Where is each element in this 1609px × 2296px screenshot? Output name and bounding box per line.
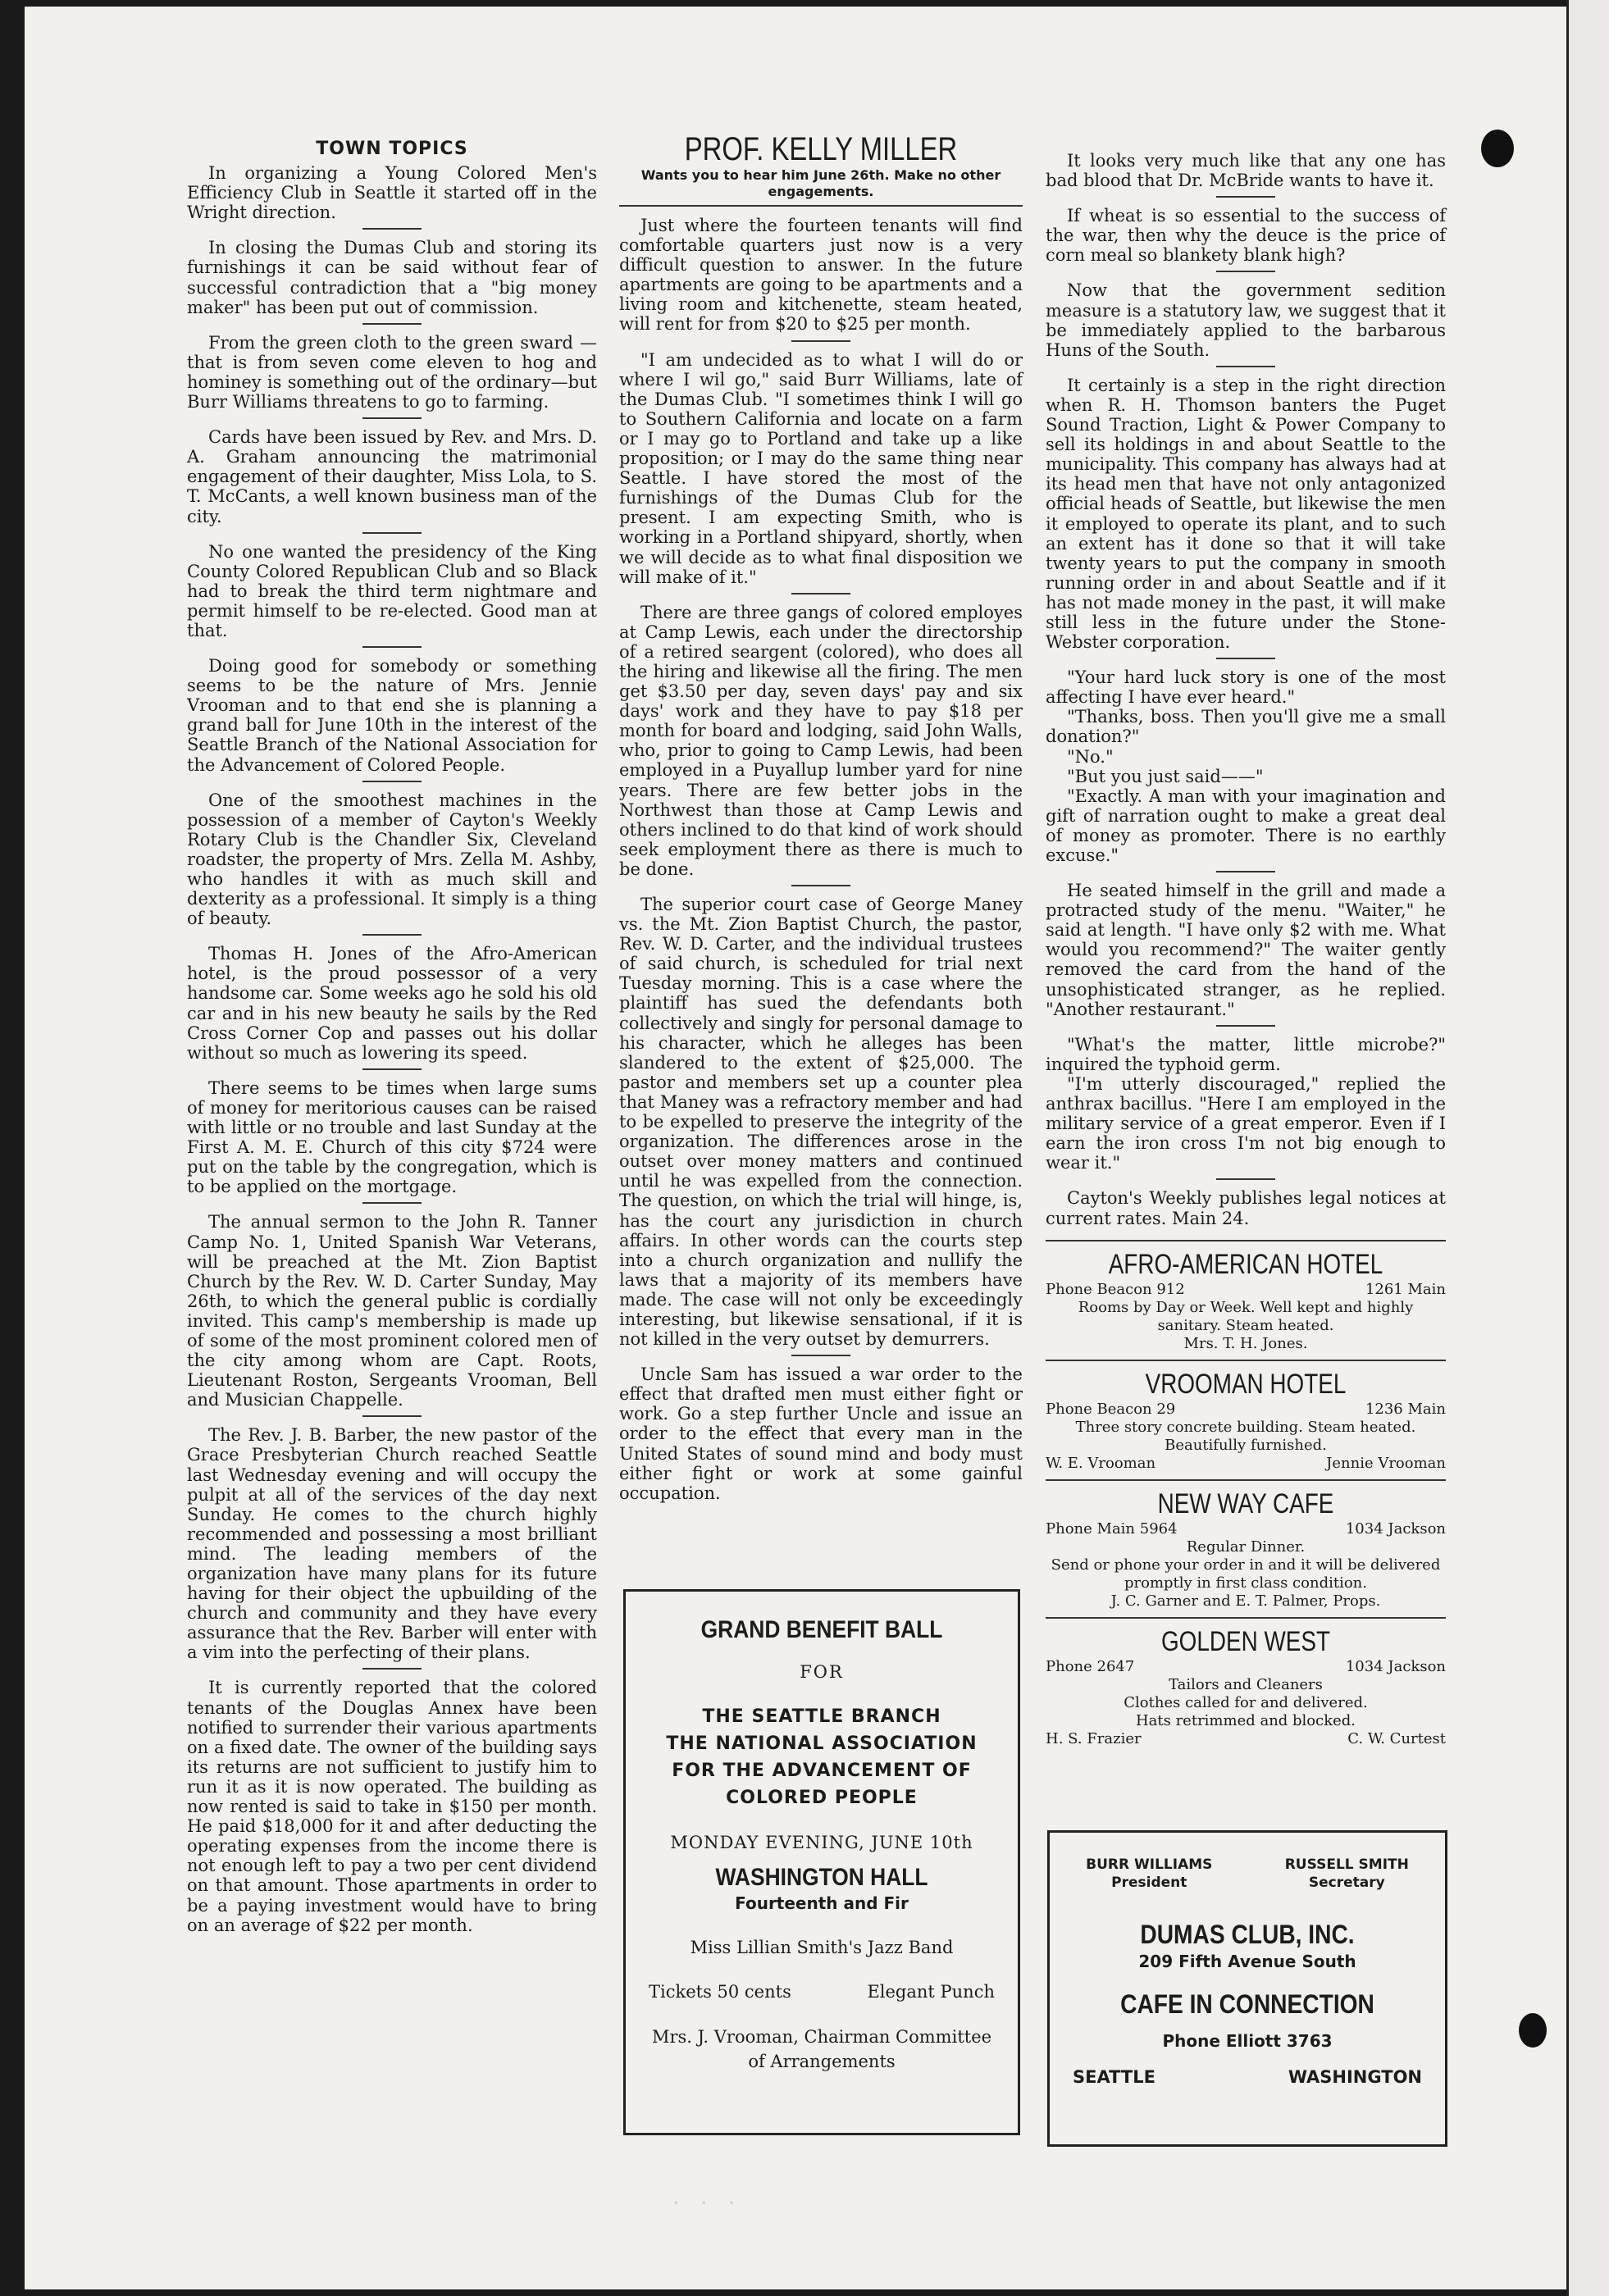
article-paragraph: In organizing a Young Colored Men's Efficiency Club in Seattle it started off in the Wright direction.: [187, 163, 597, 223]
ad-phone: Phone Beacon 29: [1046, 1400, 1176, 1418]
divider: [1216, 366, 1275, 367]
ball-punch: Elegant Punch: [867, 1982, 995, 2002]
ad-owner-row: [1046, 1730, 1446, 1748]
ad-line: Beautifully furnished.: [1165, 1436, 1327, 1454]
column-right: [1046, 131, 1446, 1748]
dumas-president: [1086, 1856, 1212, 1892]
ad-phone: Phone Main 5964: [1046, 1519, 1178, 1538]
dialog-line: "Your hard luck story is one of the most affecting I have ever heard.": [1046, 667, 1446, 708]
vrooman-hotel-ad: [1046, 1368, 1446, 1473]
ad-line: Regular Dinner.: [1186, 1538, 1306, 1556]
dialog-line: "Thanks, boss. Then you'll give me a small donation?": [1046, 707, 1446, 747]
ball-chairman: [626, 2025, 1018, 2074]
dumas-officers: [1050, 1856, 1445, 1892]
divider: [791, 593, 850, 594]
dialog-line: "But you just said——": [1067, 766, 1264, 786]
ad-owner: W. E. Vrooman: [1046, 1454, 1156, 1472]
article-paragraph: Just where the fourteen tenants will find comfortable quarters just now is a very difficult question to answer. In the future apartments are going to be apartments and a living room and kitchenette, steam heated, will rent for from $20 to $25 per month.: [619, 216, 1023, 335]
divider: [1216, 271, 1275, 272]
article-paragraph: There seems to be times when large sums of money for meritorious causes can be raised with little or no trouble and last Sunday at the First A. M. E. Church of this city $724 were put on the table by the congregation, which is to be applied on the mortgage.: [187, 1077, 597, 1197]
article-paragraph: There are three gangs of colored employes at Camp Lewis, each under the directorship of a retired seargent (colored), who does all the hiring and likewise all the firing. The men get $3.50 per day, seven days' pay and six days' work and they have to pay $18 per month for board and lodging, said John Walls, who, prior to going to Camp Lewis, had been employed in a Puyallup lumber yard for nine years. There are few better jobs in the Northwest than those at Camp Lewis and others inclined to do that kind of work should seek employment there as there is much to be done.: [619, 602, 1023, 879]
column-middle: [619, 131, 1023, 1503]
dumas-phone: Phone Elliott 3763: [1162, 2031, 1333, 2051]
binding-hole-bottom: [1519, 2013, 1547, 2048]
article-paragraph: Now that the government sedition measure is a statutory law, we suggest that it be immediately applied to the barbarous Huns of the South.: [1046, 280, 1446, 360]
article-paragraph: In closing the Dumas Club and storing its furnishings it can be said without fear of successful contradiction that a "big money maker" has been put out of commission.: [187, 238, 597, 317]
article-paragraph: He seated himself in the grill and made a protracted study of the menu. "Waiter," he said at length. "I have only $2 with me. What would you recommend?" The waiter gently removed the card from the hand of the unsophisticated stranger, as he replied. "Another restaurant.": [1046, 881, 1446, 1019]
article-paragraph: It is currently reported that the colored tenants of the Douglas Annex have been notified to surrender their various apartments on a fixed date. The owner of the building says its returns are not sufficient to justify him to run it as it is now operated. The building as now rented is said to take in $150 per month. He paid $18,000 for it and after deducting the operating expenses from the income there is not enough left to pay a two per cent dividend on that amount. Those apartments in order to be a paying investment would have to bring on an average of $22 per month.: [187, 1678, 597, 1935]
article-paragraph: From the green cloth to the green sward —that is from seven come eleven to hog and hominey is something out of the ordinary—but Burr Williams threatens to go to farming.: [187, 332, 597, 412]
article-paragraph: It looks very much like that any one has bad blood that Dr. McBride wants to have it.: [1046, 151, 1446, 191]
ball-date: MONDAY EVENING, JUNE 10th: [670, 1833, 973, 1852]
ad-contact-row: [1046, 1401, 1446, 1419]
divider: [362, 417, 422, 419]
ad-line: Clothes called for and delivered.: [1124, 1693, 1368, 1711]
divider: [1216, 196, 1275, 198]
new-way-cafe-ad: [1046, 1487, 1446, 1610]
town-topics-heading: TOWN TOPICS: [316, 139, 468, 159]
article-paragraph: The Rev. J. B. Barber, the new pastor of the Grace Presbyterian Church reached Seattle last Wednesday evening and will occupy the pulpit at all of the services of the day next Sunday. He comes to the church highly recommended and possessing a most brilliant mind. The leading members of the organization have many plans for its future having for their object the upbuilding of the church and community and they have every assurance that the Rev. Barber will enter with a vim into the perfecting of their plans.: [187, 1425, 597, 1663]
dumas-secretary: [1285, 1856, 1409, 1892]
article-paragraph: Doing good for somebody or something seems to be the nature of Mrs. Jennie Vrooman and to that end she is planning a grand ball for June 10th in the interest of the Seattle Branch of the National Association for the Advancement of Colored People.: [187, 656, 597, 775]
ball-title: GRAND BENEFIT BALL: [700, 1616, 943, 1643]
divider: [362, 1668, 422, 1670]
ad-address: 1034 Jackson: [1345, 1519, 1446, 1538]
dialog-line: "I'm utterly discouraged," replied the anthrax bacillus. "Here I am employed in the military service of a great emperor. Even if I earn the iron cross I'm not big enough to wear it.": [1046, 1073, 1446, 1173]
column-town-topics: [187, 131, 597, 1935]
org-line: THE NATIONAL ASSOCIATION: [666, 1733, 978, 1754]
binding-hole-top: [1481, 130, 1514, 167]
dumas-city: SEATTLE: [1073, 2067, 1155, 2087]
section-rule: [1046, 1617, 1446, 1619]
ball-ticket-row: [649, 1982, 995, 2002]
article-paragraph: "I am undecided as to what I will do or where I wil go," said Burr Williams, late of the Dumas Club. "I sometimes think I will go to Southern California and locate on a farm or I may go to Portland and take up a like proposition; or I may do the same thing near Seattle. I have stored the most of the furnishings of the Dumas Club for the present. I am expecting Smith, who is working in a Portland shipyard, shortly, when we will decide as to what final disposition we will make of it.": [619, 349, 1023, 587]
ad-contact-row: [1046, 1281, 1446, 1299]
dialog-line: "Exactly. A man with your imagination and gift of narration ought to make a great deal of money as promoter. There is no earthly excuse.": [1046, 786, 1446, 865]
ad-address: 1236 Main: [1365, 1400, 1446, 1418]
ball-tickets: Tickets 50 cents: [649, 1982, 791, 2002]
section-rule: [1046, 1360, 1446, 1361]
ball-band: Miss Lillian Smith's Jazz Band: [690, 1938, 954, 1957]
ad-address: 1034 Jackson: [1345, 1657, 1446, 1675]
dumas-club-ad: [1047, 1830, 1447, 2147]
ad-name: GOLDEN WEST: [1160, 1625, 1331, 1657]
org-line: THE SEATTLE BRANCH: [702, 1706, 941, 1727]
article-paragraph: If wheat is so essential to the success of the war, then why the deuce is the price of corn meal so blankety blank high?: [1046, 206, 1446, 266]
divider: [791, 885, 850, 886]
kelly-miller-heading: PROF. KELLY MILLER: [684, 131, 958, 167]
divider: [362, 228, 422, 230]
divider: [791, 1355, 850, 1356]
bleed-through-smudge: · · ·: [672, 2189, 742, 2216]
ad-name: AFRO-AMERICAN HOTEL: [1108, 1248, 1383, 1280]
ad-owner: C. W. Curtest: [1347, 1729, 1446, 1747]
ad-line: Send or phone your order in and it will be delivered promptly in first class condition.: [1051, 1556, 1441, 1592]
dialog-line: "What's the matter, little microbe?" inquired the typhoid germ.: [1046, 1034, 1446, 1074]
ad-owner: J. C. Garner and E. T. Palmer, Props.: [1110, 1592, 1381, 1610]
ad-name: VROOMAN HOTEL: [1145, 1368, 1347, 1400]
heading-rule: [619, 205, 1023, 209]
adjacent-page-edge: [1566, 0, 1609, 2296]
ad-contact-row: [1046, 1520, 1446, 1538]
officer-title: President: [1111, 1875, 1187, 1891]
divider: [1216, 658, 1275, 659]
ad-owner: Mrs. T. H. Jones.: [1183, 1334, 1308, 1352]
ad-line: Rooms by Day or Week. Well kept and highly sanitary. Steam heated.: [1078, 1298, 1414, 1334]
article-paragraph: No one wanted the presidency of the King County Colored Republican Club and so Black had to break the third term nightmare and permit himself to be re-elected. Good man at that.: [187, 541, 597, 640]
dumas-cafe: CAFE IN CONNECTION: [1120, 1989, 1374, 2019]
dialog-line: "No.": [1067, 746, 1114, 767]
kelly-miller-subheading: Wants you to hear him June 26th. Make no other engagements.: [640, 167, 1001, 199]
article-paragraph: It certainly is a step in the right direction when R. H. Thomson banters the Puget Sound Traction, Light & Power Company to sell its holdings in and about Seattle to the municipality. This company has always had at its head men that have not only antagonized official heads of Seattle, but likewise the men it employed to operate its plant, and to such an extent has it done so that it will take twenty years to put the company in smooth running order in and about Seattle and if it has not made money in the past, it will make still less in the future under the Stone-Webster corporation.: [1046, 375, 1446, 653]
ad-contact-row: [1046, 1658, 1446, 1676]
officer-name: RUSSELL SMITH: [1284, 1856, 1409, 1873]
ad-name: NEW WAY CAFE: [1157, 1487, 1334, 1519]
ad-owner: H. S. Frazier: [1046, 1729, 1142, 1747]
ball-for: FOR: [800, 1662, 844, 1682]
chair-line: Mrs. J. Vrooman, Chairman Committee: [651, 2027, 992, 2047]
chair-line: of Arrangements: [748, 2052, 896, 2071]
divider: [791, 340, 850, 342]
divider: [362, 934, 422, 936]
divider: [1216, 871, 1275, 872]
section-rule: [1046, 1479, 1446, 1481]
divider: [362, 532, 422, 534]
section-rule: [1046, 1240, 1446, 1241]
divider: [362, 781, 422, 782]
ad-address: 1261 Main: [1365, 1280, 1446, 1298]
article-paragraph: Thomas H. Jones of the Afro-American hotel, is the proud possessor of a very handsome car. Some weeks ago he sold his old car and in his new beauty he sails by the Red Cross Corner Cop and passes out his dollar without so much as lowering its speed.: [187, 944, 597, 1063]
benefit-ball-ad: [623, 1589, 1020, 2135]
dumas-address: 209 Fifth Avenue South: [1138, 1952, 1356, 1971]
golden-west-ad: [1046, 1625, 1446, 1748]
ad-phone: Phone 2647: [1046, 1657, 1135, 1675]
legal-notice: Cayton's Weekly publishes legal notices at current rates. Main 24.: [1046, 1188, 1446, 1228]
article-paragraph: Uncle Sam has issued a war order to the effect that drafted men must either fight or work. Go a step further Uncle and issue an order to the effect that every man in the United States of sound mind and body must either fight or work at some gainful occupation.: [619, 1364, 1023, 1503]
org-line: FOR THE ADVANCEMENT OF: [672, 1761, 972, 1781]
divider: [362, 1068, 422, 1070]
ad-line: Hats retrimmed and blocked.: [1135, 1711, 1356, 1729]
officer-title: Secretary: [1308, 1875, 1385, 1891]
dumas-location: [1073, 2067, 1422, 2087]
divider: [362, 1202, 422, 1204]
article-paragraph: The superior court case of George Maney vs. the Mt. Zion Baptist Church, the pastor, Rev. W. D. Carter, and the individual trustees of said church, is scheduled for trial next Tuesday morning. This is a case where the plaintiff has sued the defendants both collectively and singly for personal damage to his character, which he alleges has been slandered to the extent of $25,000. The pastor and members set up a counter plea that Maney was a refractory member and had to be expelled to preserve the integrity of the organization. The differences arose in the outset over money matters and continued until he was expelled from the connection. The question, on which the trial will hinge, is, has the court any jurisdiction in church affairs. In other words can the courts step into a church organization and nullify the laws that a majority of its members have made. The case will not only be exceedingly interesting, but likewise sensational, if it is not killed in the very outset by demurrers.: [619, 895, 1023, 1350]
ad-owner: Jennie Vrooman: [1326, 1454, 1446, 1472]
ball-organization: [626, 1703, 1018, 1811]
divider: [1216, 1025, 1275, 1027]
officer-name: BURR WILLIAMS: [1086, 1856, 1213, 1873]
article-paragraph: One of the smoothest machines in the possession of a member of Cayton's Weekly Rotary Club is the Chandler Six, Cleveland roadster, the property of Mrs. Zella M. Ashby, who handles it with as much skill and dexterity as a professional. It simply is a thing of beauty.: [187, 790, 597, 929]
divider: [1216, 1178, 1275, 1180]
ad-owner-row: [1046, 1455, 1446, 1473]
ball-location: Fourteenth and Fir: [735, 1893, 909, 1913]
afro-american-hotel-ad: [1046, 1248, 1446, 1353]
divider: [362, 1415, 422, 1417]
dumas-state: WASHINGTON: [1288, 2067, 1422, 2087]
divider: [362, 323, 422, 325]
divider: [362, 646, 422, 648]
org-line: COLORED PEOPLE: [726, 1788, 918, 1808]
article-paragraph: The annual sermon to the John R. Tanner Camp No. 1, United Spanish War Veterans, will be preached at the Mt. Zion Baptist Church by the Rev. W. D. Carter Sunday, May 26th, to which the general public is cordially invited. This camp's membership is made up of some of the most prominent colored men of the city among whom are Capt. Roots, Lieutenant Roston, Sergeants Vrooman, Bell and Musician Chappelle.: [187, 1212, 597, 1410]
article-paragraph: Cards have been issued by Rev. and Mrs. D. A. Graham announcing the matrimonial engagement of their daughter, Miss Lola, to S. T. McCants, a well known business man of the city.: [187, 427, 597, 526]
dumas-club-name: DUMAS CLUB, INC.: [1140, 1920, 1355, 1949]
ball-hall: WASHINGTON HALL: [715, 1864, 928, 1891]
ad-phone: Phone Beacon 912: [1046, 1280, 1185, 1298]
ad-line: Tailors and Cleaners: [1169, 1675, 1323, 1693]
ad-line: Three story concrete building. Steam heated.: [1075, 1418, 1416, 1436]
